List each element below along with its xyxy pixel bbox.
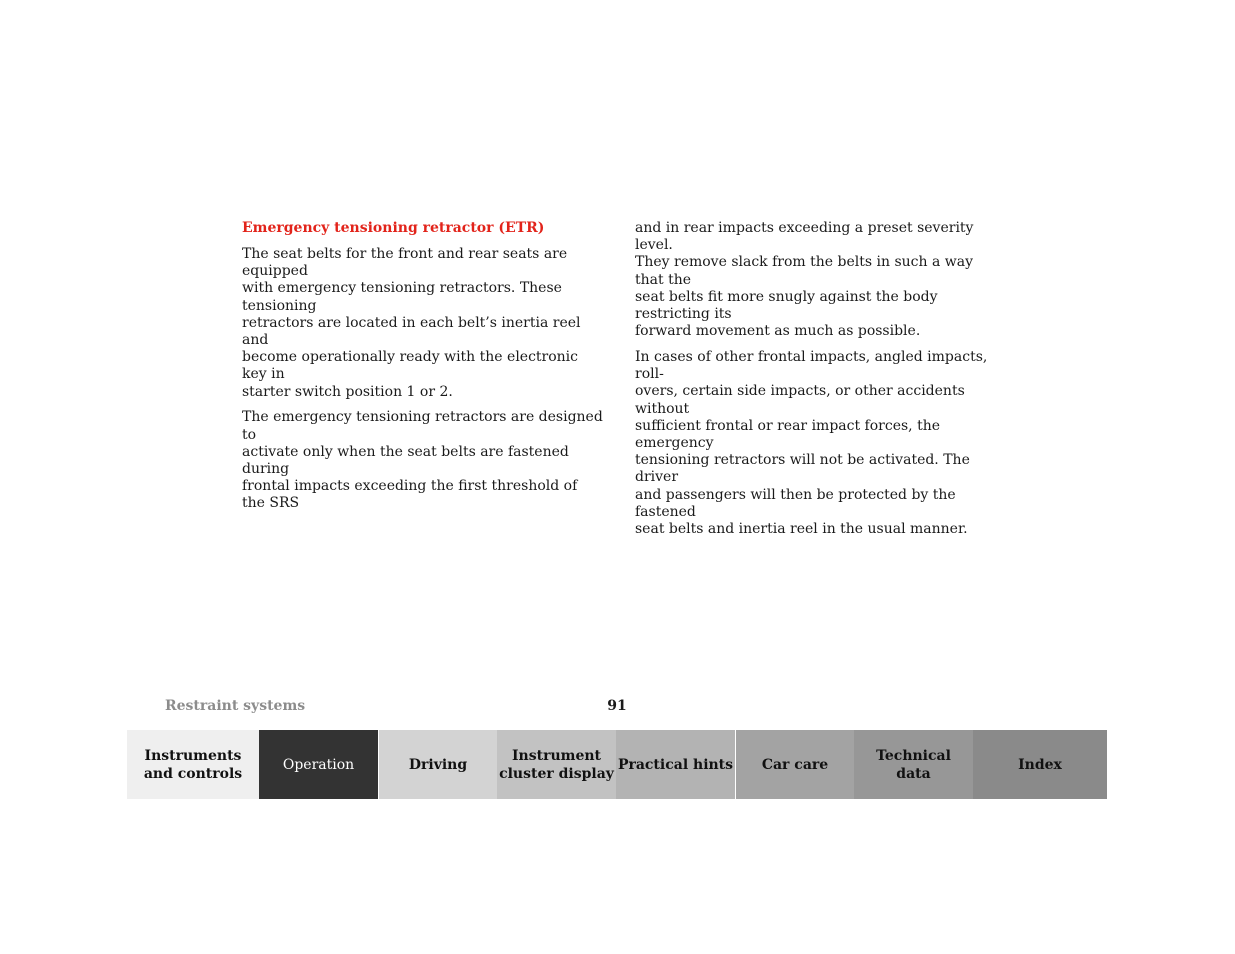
paragraph: and in rear impacts exceeding a preset severity level. They remove slack from the belts in such a way that the seat belts fit more snugly against the body restricting its forward movement as much as possible. <box>635 220 974 340</box>
chapter-nav-bar <box>127 730 1107 799</box>
tab-instruments-and-controls[interactable]: Instruments and controls <box>127 730 259 799</box>
tab-index[interactable]: Index <box>973 730 1107 799</box>
tab-instrument-cluster-display[interactable]: Instrument cluster display <box>497 730 616 799</box>
tab-driving[interactable]: Driving <box>378 730 497 799</box>
left-column <box>242 220 604 521</box>
paragraph: The seat belts for the front and rear seats are equipped with emergency tensioning retractors. These tensioning retractors are located in each belt’s inertia reel and become operationally ready with the electronic key in starter switch position 1 or 2. <box>242 246 581 400</box>
footer-section-title: Restraint systems <box>165 698 306 714</box>
tab-practical-hints[interactable]: Practical hints <box>616 730 735 799</box>
tab-operation[interactable]: Operation <box>259 730 378 799</box>
tab-technical-data[interactable]: Technical data <box>854 730 973 799</box>
paragraph: The emergency tensioning retractors are designed to activate only when the seat belts are fastened during frontal impacts exceeding the first threshold of the SRS <box>242 409 603 512</box>
right-column <box>635 220 997 547</box>
tab-car-care[interactable]: Car care <box>735 730 854 799</box>
page-number: 91 <box>607 698 627 714</box>
paragraph: In cases of other frontal impacts, angled impacts, roll- overs, certain side impacts, or other accidents without sufficient frontal or rear impact forces, the emergency tensioning retractors will not be activated. The driver and passengers will then be protected by the fastened seat belts and inertia reel in the usual manner. <box>635 348 988 537</box>
section-heading: Emergency tensioning retractor (ETR) <box>242 220 545 236</box>
